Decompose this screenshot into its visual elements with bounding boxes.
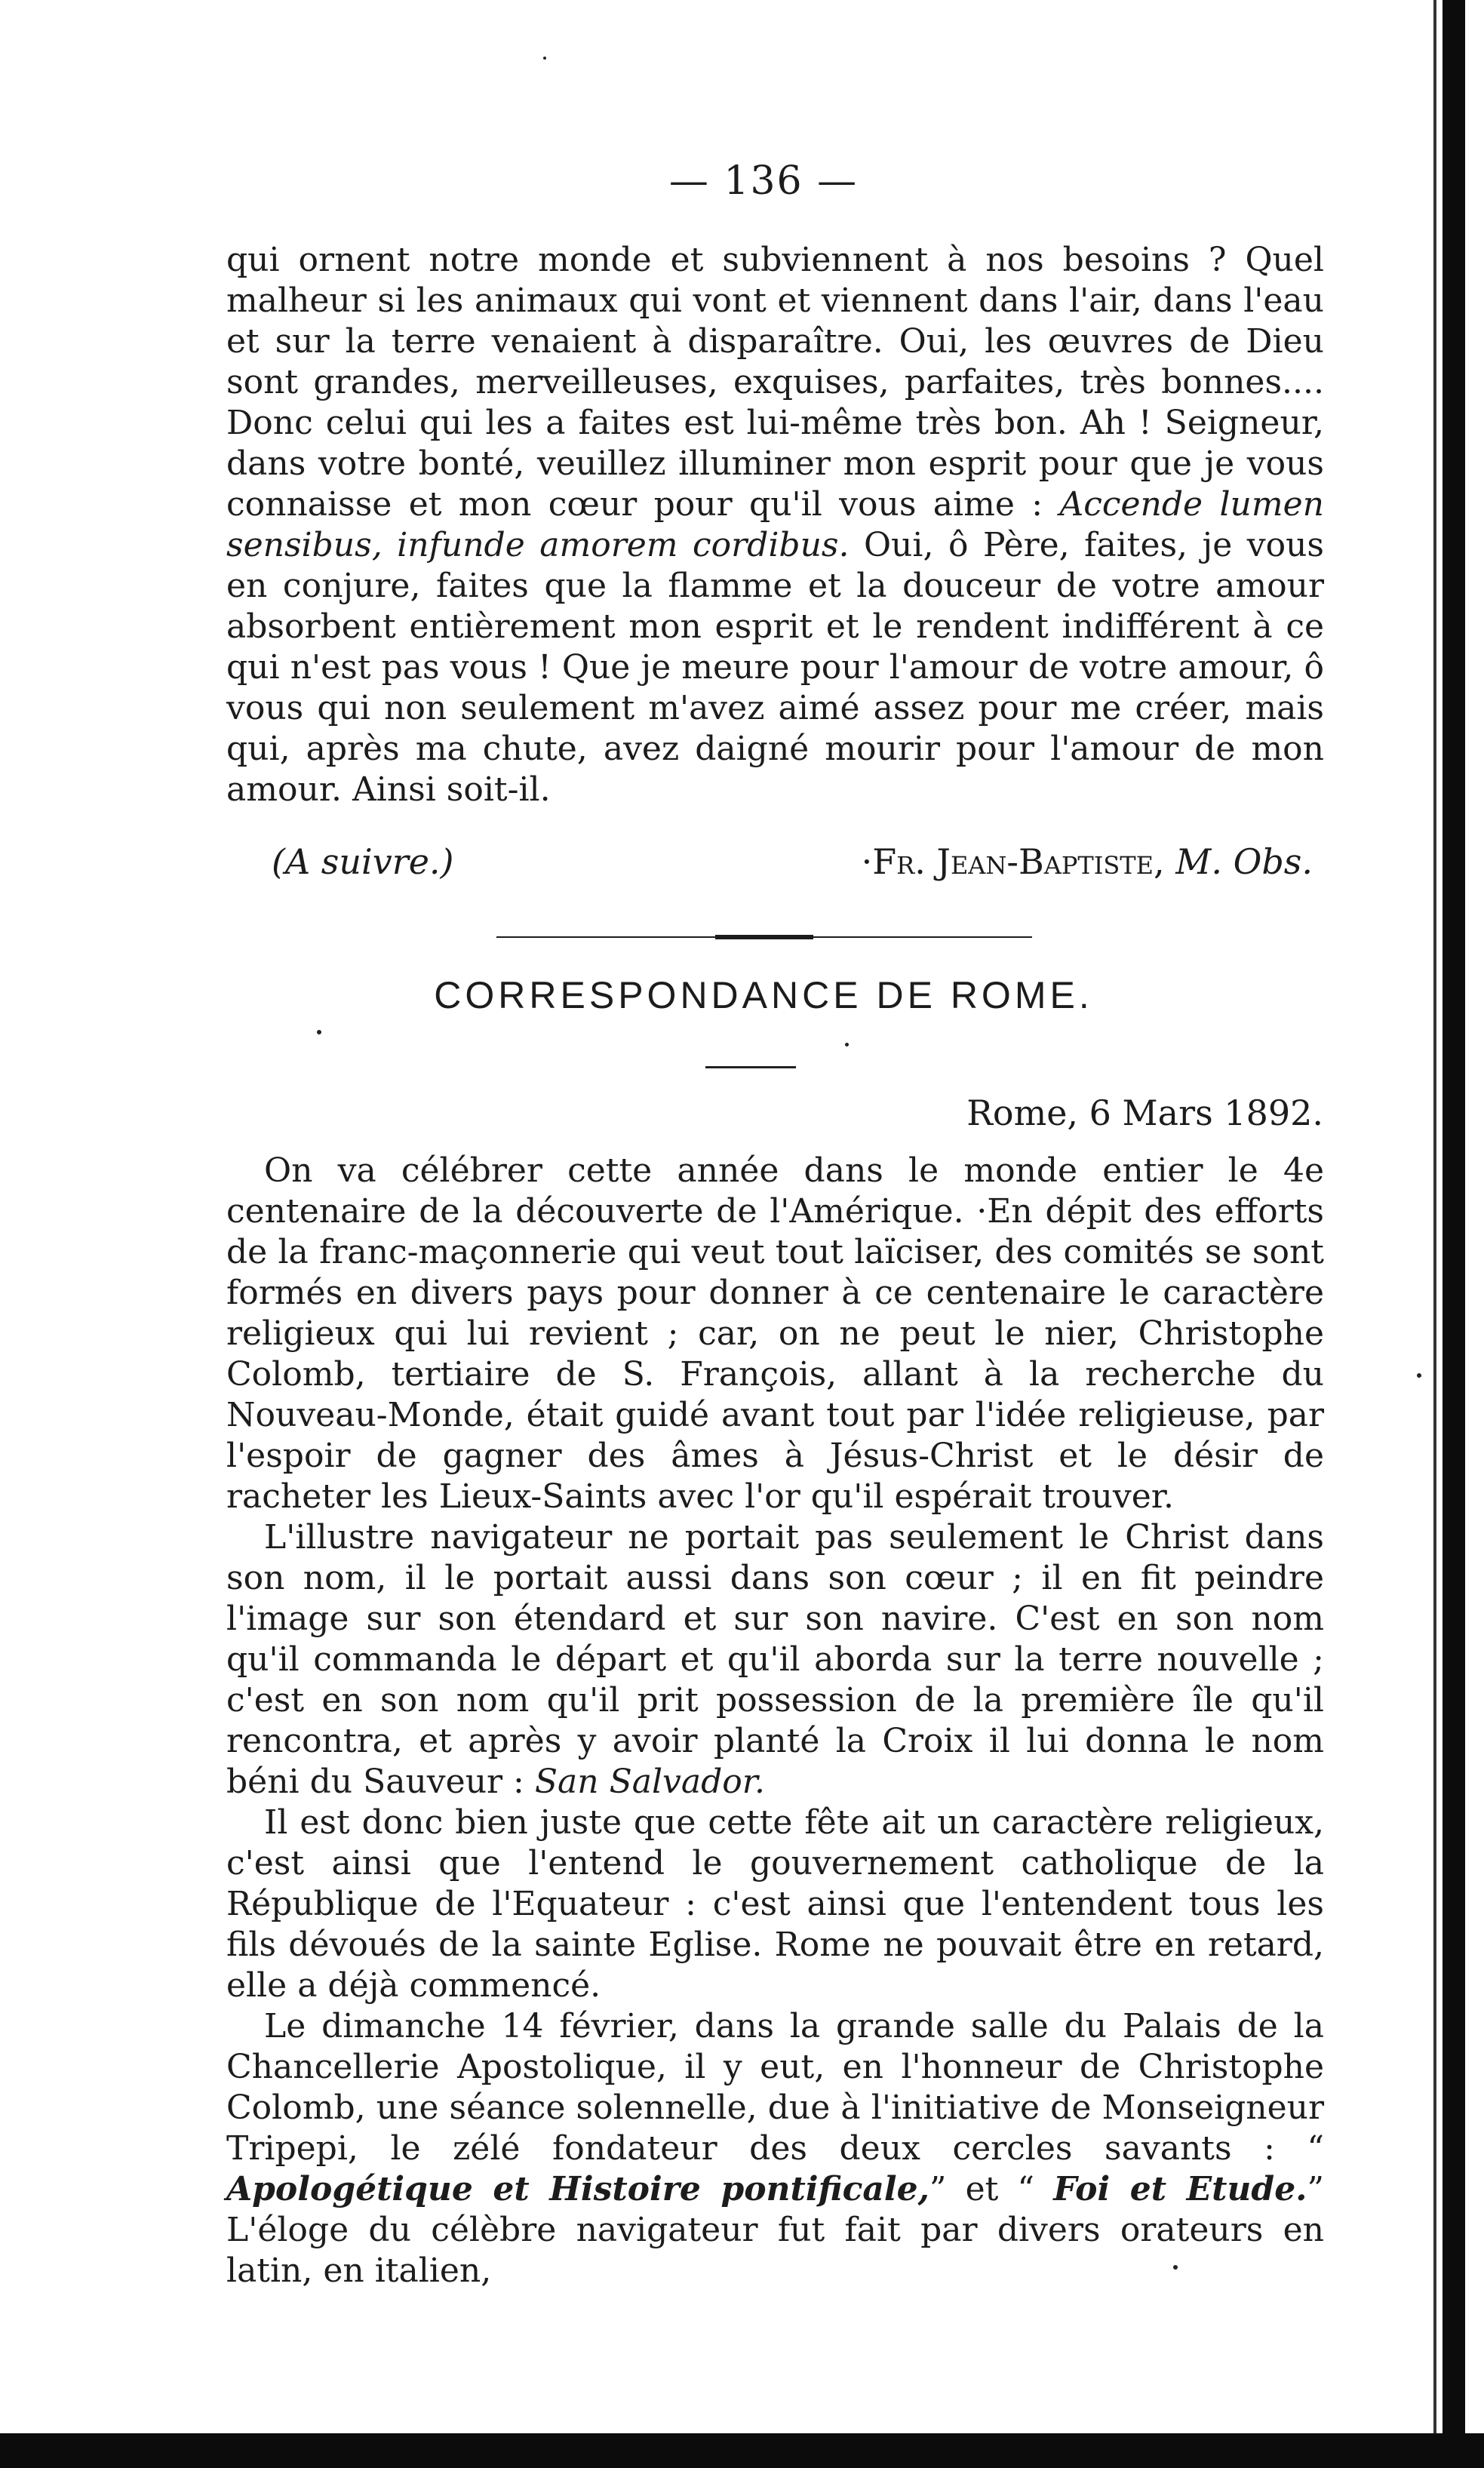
paragraph-4-text-b: ” et “ bbox=[929, 2170, 1054, 2208]
continuation-text bbox=[226, 240, 1324, 810]
continuation-paragraph bbox=[226, 240, 1324, 810]
speck bbox=[1173, 2265, 1178, 2270]
paragraph-4 bbox=[226, 2006, 1324, 2291]
article-body bbox=[226, 1151, 1324, 2291]
continuation-text-b: Oui, ô Père, faites, je vous en conjure, faites que la flamme et la douceur de votre amour absorbent entièrement mon esprit et le rendent indifférent à ce qui n'est pas vous ! Que je meure pour l'amour de votre amour, ô vous qui non seulement m'avez aimé assez pour me créer, mais qui, après ma chute, avez daigné mourir pour l'amour de mon amour. Ainsi soit-il. bbox=[226, 526, 1324, 809]
author-signature bbox=[862, 841, 1313, 882]
paragraph-2 bbox=[226, 1517, 1324, 1803]
scan-edge-line bbox=[1433, 0, 1436, 2468]
circle-name-2: Foi et Etude. bbox=[1053, 2170, 1307, 2208]
latin-quote: Accende lumen sensibus, infunde amorem cordibus. bbox=[226, 485, 1324, 564]
ornamental-rule bbox=[496, 934, 1032, 940]
speck bbox=[317, 1030, 321, 1034]
speck bbox=[1417, 1373, 1421, 1378]
continuation-text-a: qui ornent notre monde et subviennent à nos besoins ? Quel malheur si les animaux qui vont et viennent dans l'air, dans l'eau et sur la terre venaient à disparaître. Oui, les œuvres de Dieu sont grandes, merveilleuses, exquises, parfaites, très bonnes.... Donc celui qui les a faites est lui-même très bon. Ah ! Seigneur, dans votre bonté, veuillez illuminer mon esprit pour que je vous connaisse et mon cœur pour qu'il vous aime : bbox=[226, 241, 1324, 524]
scan-border-bottom bbox=[0, 2433, 1484, 2468]
paragraph-2-text: L'illustre navigateur ne portait pas seulement le Christ dans son nom, il le portait aussi dans son cœur ; il en fit peindre l'image sur son étendard et sur son navire. C'est en son nom qu'il commanda le départ et qu'il aborda sur la terre nouvelle ; c'est en son nom qu'il prit possession de la première île qu'il rencontra, et après y avoir planté la Croix il lui donna le nom béni du Sauveur : bbox=[226, 1518, 1324, 1801]
author-name: ·Fr. Jean-Baptiste, bbox=[861, 841, 1176, 882]
title-underline bbox=[705, 1066, 796, 1068]
circle-name-1: Apologétique et Histoire pontificale, bbox=[226, 2170, 929, 2208]
to-follow-note: (A suivre.) bbox=[272, 841, 454, 882]
speck bbox=[845, 1043, 849, 1047]
speck bbox=[543, 57, 546, 60]
paragraph-3: Il est donc bien juste que cette fête ait un caractère religieux, c'est ainsi que l'entend le gouvernement catholique de la République de l'Equateur : c'est ainsi que l'entendent tous les fils dévoués de la sainte Eglise. Rome ne pouvait être en retard, elle a déjà commencé. bbox=[226, 1803, 1324, 2005]
signature-line bbox=[272, 841, 1313, 882]
paragraph-4-text-c: ” L'éloge du célèbre navigateur fut fait par divers orateurs en latin, en italien, bbox=[226, 2170, 1325, 2290]
paragraph-4-text-a: Le dimanche 14 février, dans la grande salle du Palais de la Chancellerie Apostolique, il y eut, en l'honneur de Christophe Colomb, une séance solennelle, due à l'initiative de Monseigneur Tripepi, le zélé fondateur des deux cercles savants : “ bbox=[226, 2007, 1324, 2168]
dateline: Rome, 6 Mars 1892. bbox=[966, 1093, 1323, 1133]
scan-border-right bbox=[1443, 0, 1465, 2468]
san-salvador: San Salvador. bbox=[534, 1763, 765, 1801]
page-number: — 136 — bbox=[668, 158, 859, 204]
author-order: M. Obs. bbox=[1175, 841, 1313, 882]
paragraph-1: On va célébrer cette année dans le monde entier le 4e centenaire de la découverte de l'Amérique. ·En dépit des efforts de la franc-maçonnerie qui veut tout laïciser, des comités se sont formés en divers pays pour donner à ce centenaire le caractère religieux qui lui revient ; car, on ne peut le nier, Christophe Colomb, tertiaire de S. François, allant à la recherche du Nouveau-Monde, était guidé avant tout par l'idée religieuse, par l'espoir de gagner des âmes à Jésus-Christ et le désir de racheter les Lieux-Saints avec l'or qu'il espérait trouver. bbox=[226, 1151, 1324, 1516]
section-title: CORRESPONDANCE DE ROME. bbox=[434, 974, 1093, 1016]
